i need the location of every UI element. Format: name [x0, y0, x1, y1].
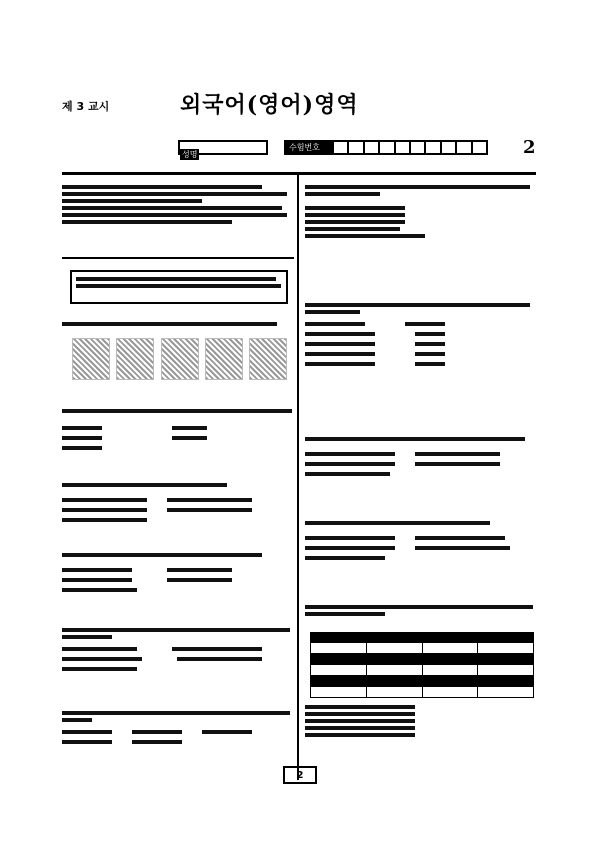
question-11 — [305, 602, 535, 619]
question-9 — [305, 434, 535, 479]
id-cell[interactable] — [378, 142, 393, 153]
header-rule — [62, 172, 536, 175]
table-row — [311, 654, 534, 665]
notice-box — [70, 270, 288, 304]
data-table — [310, 632, 534, 698]
question-4 — [62, 550, 294, 595]
section-rule — [62, 257, 294, 259]
id-cell[interactable] — [471, 142, 486, 153]
question-5 — [62, 625, 294, 674]
id-cell[interactable] — [394, 142, 409, 153]
exam-id-field[interactable] — [284, 140, 488, 155]
table-header-row — [311, 633, 534, 643]
id-cell[interactable] — [440, 142, 455, 153]
question-6 — [62, 708, 294, 747]
table-row — [311, 676, 534, 687]
id-cell[interactable] — [332, 142, 347, 153]
picture-choice[interactable] — [72, 338, 110, 380]
question-3 — [62, 480, 294, 525]
picture-choice[interactable] — [116, 338, 154, 380]
id-cell[interactable] — [409, 142, 424, 153]
name-label: 성명 — [182, 150, 198, 159]
question-1 — [62, 319, 294, 329]
question-7 — [305, 182, 535, 241]
picture-choices — [72, 338, 287, 388]
exam-period-label: 제 3 교시 — [62, 100, 110, 113]
instructions-block — [62, 182, 294, 227]
exam-id-label: 수험번호 — [286, 142, 332, 153]
question-10 — [305, 518, 535, 563]
name-field[interactable] — [178, 140, 268, 159]
id-cell[interactable] — [363, 142, 378, 153]
page-number: 2 — [523, 137, 536, 158]
picture-choice[interactable] — [249, 338, 287, 380]
question-8 — [305, 300, 535, 369]
id-cell[interactable] — [455, 142, 470, 153]
table-row — [311, 687, 534, 698]
picture-choice[interactable] — [205, 338, 243, 380]
question-11-options — [305, 702, 535, 740]
column-divider — [297, 175, 299, 780]
table-row — [311, 665, 534, 676]
id-cell[interactable] — [347, 142, 362, 153]
page-footer-marker: 2 — [283, 766, 317, 784]
question-2 — [62, 406, 294, 453]
subject-title: 외국어(영어)영역 — [180, 92, 359, 118]
id-cell[interactable] — [424, 142, 439, 153]
table-row — [311, 643, 534, 654]
picture-choice[interactable] — [161, 338, 199, 380]
